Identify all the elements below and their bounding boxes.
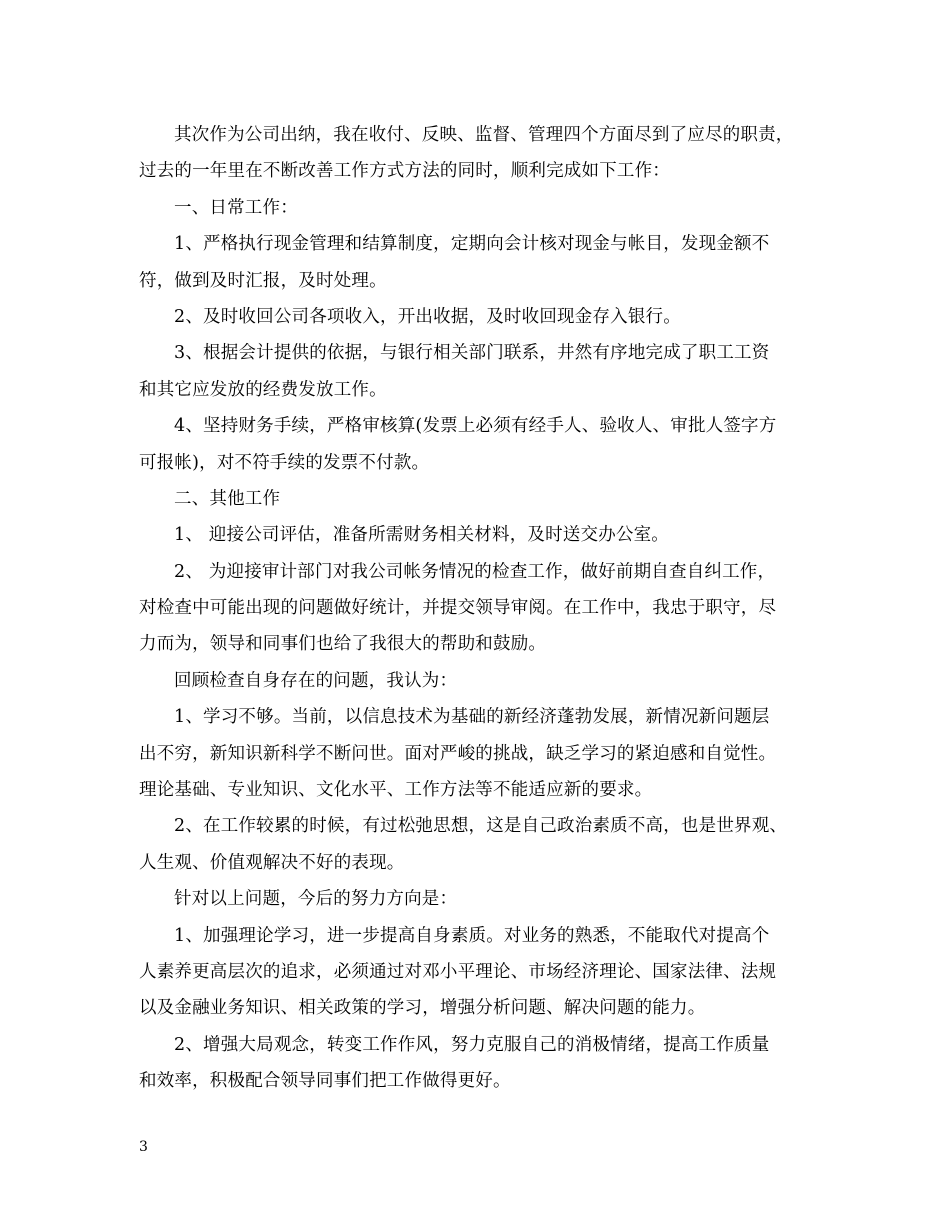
text-line: 一、日常工作： — [174, 197, 298, 218]
text-line: 可报帐)，对不符手续的发票不付款。 — [139, 452, 430, 473]
text-line: 对检查中可能出现的问题做好统计，并提交领导审阅。在工作中，我忠于职守，尽 — [139, 598, 777, 619]
page-number: 3 — [139, 1139, 148, 1155]
text-line: 2、 为迎接审计部门对我公司帐务情况的检查工作，做好前期自查自纠工作， — [174, 561, 776, 582]
text-line: 以及金融业务知识、相关政策的学习，增强分析问题、解决问题的能力。 — [139, 998, 706, 1019]
text-line: 回顾检查自身存在的问题，我认为： — [174, 670, 458, 691]
text-line: 1、严格执行现金管理和结算制度，定期向会计核对现金与帐目，发现金额不 — [174, 234, 770, 255]
text-line: 人生观、价值观解决不好的表现。 — [139, 852, 405, 873]
text-line: 1、 迎接公司评估，准备所需财务相关材料，及时送交办公室。 — [174, 525, 669, 546]
text-line: 人素养更高层次的追求，必须通过对邓小平理论、市场经济理论、国家法律、法规 — [139, 961, 777, 982]
text-line: 过去的一年里在不断改善工作方式方法的同时，顺利完成如下工作： — [139, 161, 670, 182]
text-line: 2、及时收回公司各项收入，开出收据，及时收回现金存入银行。 — [174, 306, 681, 327]
text-line: 和效率，积极配合领导同事们把工作做得更好。 — [139, 1071, 511, 1092]
text-line: 2、增强大局观念，转变工作作风，努力克服自己的消极情绪，提高工作质量 — [174, 1034, 770, 1055]
text-line: 2、在工作较累的时候，有过松弛思想，这是自己政治素质不高，也是世界观、 — [174, 816, 788, 837]
text-line: 二、其他工作 — [174, 488, 281, 509]
text-line: 4、坚持财务手续，严格审核算(发票上必须有经手人、验收人、审批人签字方 — [174, 416, 777, 437]
text-line: 1、加强理论学习，进一步提高自身素质。对业务的熟悉，不能取代对提高个 — [174, 925, 770, 946]
text-line: 出不穷，新知识新科学不断问世。面对严峻的挑战，缺乏学习的紧迫感和自觉性。 — [139, 743, 777, 764]
text-line: 3、根据会计提供的依据，与银行相关部门联系，井然有序地完成了职工工资 — [174, 343, 770, 364]
text-line: 其次作为公司出纳，我在收付、反映、监督、管理四个方面尽到了应尽的职责， — [174, 125, 794, 145]
text-line: 和其它应发放的经费发放工作。 — [139, 379, 387, 400]
document-body — [139, 117, 839, 1100]
text-line: 针对以上问题，今后的努力方向是： — [174, 889, 458, 910]
text-line: 理论基础、专业知识、文化水平、工作方法等不能适应新的要求。 — [139, 780, 653, 801]
text-line: 力而为，领导和同事们也给了我很大的帮助和鼓励。 — [139, 634, 547, 655]
text-line: 符，做到及时汇报，及时处理。 — [139, 270, 387, 291]
text-line: 1、学习不够。当前，以信息技术为基础的新经济蓬勃发展，新情况新问题层 — [174, 707, 770, 728]
